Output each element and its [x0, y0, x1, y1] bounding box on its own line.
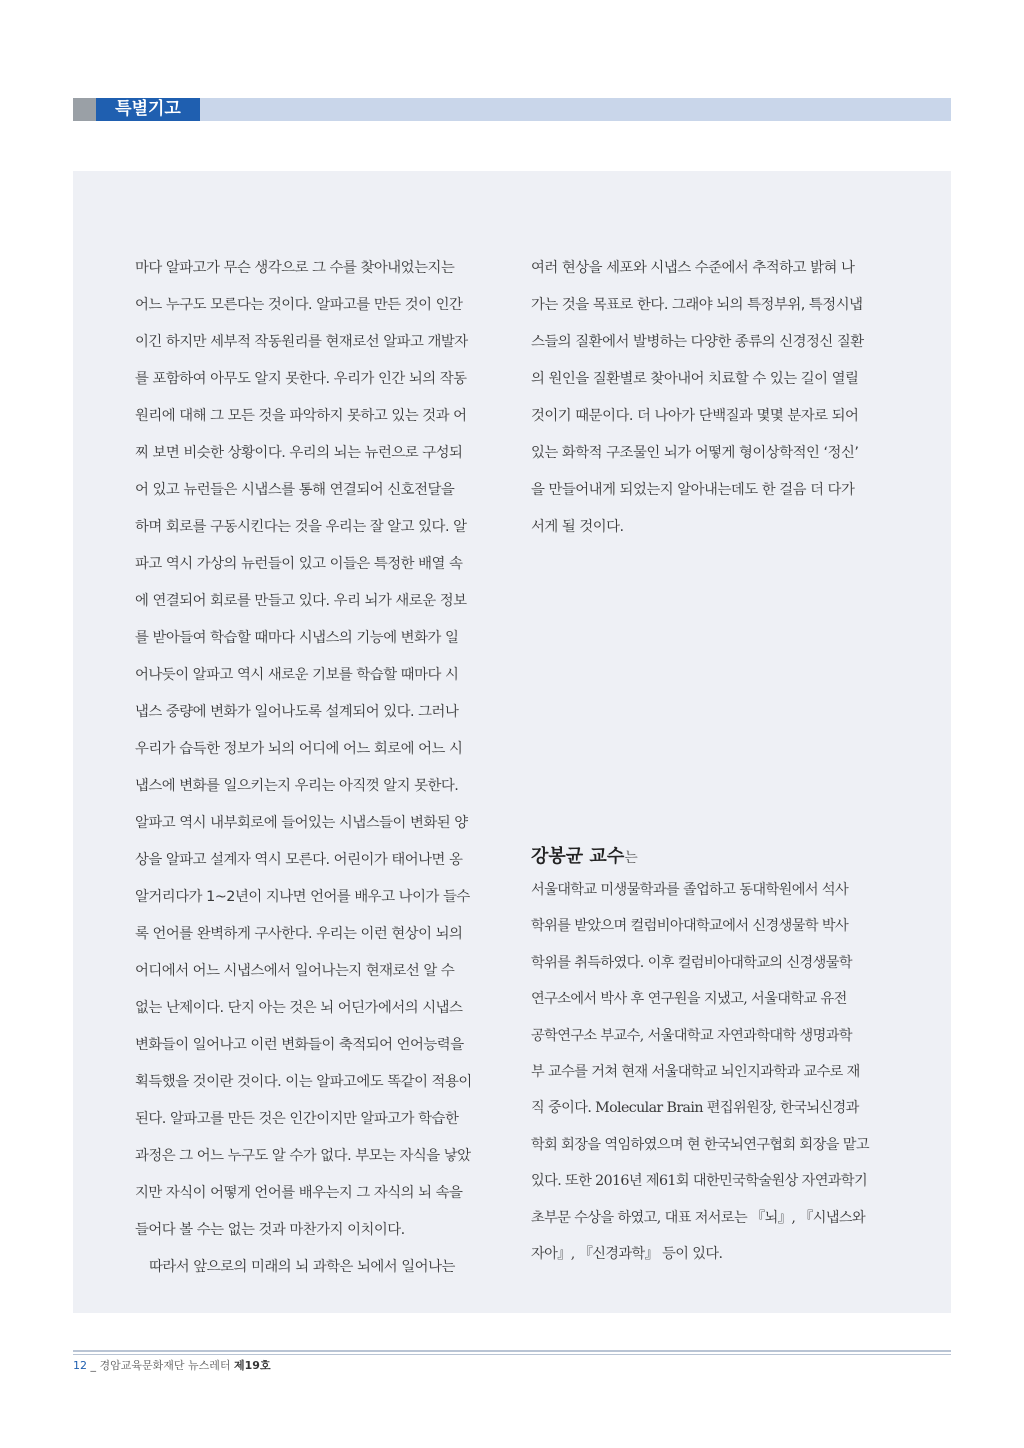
section-header-accent — [73, 98, 96, 121]
bio-line: 학위를 받았으며 컬럼비아대학교에서 신경생물학 박사 — [531, 918, 849, 935]
article-line: 어디에서 어느 시냅스에서 일어나는지 현재로선 알 수 — [135, 963, 455, 979]
article-line: 어 있고 뉴런들은 시냅스를 통해 연결되어 신호전달을 — [135, 482, 455, 498]
article-line: 있는 화학적 구조물인 뇌가 어떻게 형이상학적인 ‘정신’ — [531, 445, 859, 461]
article-line: 스들의 질환에서 발병하는 다양한 종류의 신경정신 질환 — [531, 334, 864, 350]
article-line: 것이기 때문이다. 더 나아가 단백질과 몇몇 분자로 되어 — [531, 408, 859, 424]
article-line: 변화들이 일어나고 이런 변화들이 축적되어 언어능력을 — [135, 1037, 464, 1053]
article-line: 획득했을 것이란 것이다. 이는 알파고에도 똑같이 적용이 — [135, 1074, 472, 1090]
bio-line: 공학연구소 부교수, 서울대학교 자연과학대학 생명과학 — [531, 1027, 852, 1044]
author-bio-heading — [531, 842, 891, 872]
bio-line: 자아』, 『신경과학』 등이 있다. — [531, 1245, 723, 1262]
article-line: 파고 역시 가상의 뉴런들이 있고 이들은 특정한 배열 속 — [135, 556, 463, 572]
article-line: 하며 회로를 구동시킨다는 것을 우리는 잘 알고 있다. 알 — [135, 519, 467, 535]
article-line: 들어다 볼 수는 없는 것과 마찬가지 이치이다. — [135, 1222, 405, 1238]
author-name-suffix: 는 — [624, 850, 638, 866]
section-header-bar — [73, 98, 951, 121]
bio-line: 있다. 또한 2016년 제61회 대한민국학술원상 자연과학기 — [531, 1173, 868, 1190]
page-number: 12 — [73, 1359, 87, 1372]
article-column-right — [531, 255, 891, 551]
article-line: 과정은 그 어느 누구도 알 수가 없다. 부모는 자식을 낳았 — [135, 1148, 471, 1164]
article-line: 상을 알파고 설계자 역시 모른다. 어린이가 태어나면 옹 — [135, 852, 463, 868]
article-line: 어느 누구도 모른다는 것이다. 알파고를 만든 것이 인간 — [135, 297, 463, 313]
article-line-paragraph-start: 따라서 앞으로의 미래의 뇌 과학은 뇌에서 일어나는 — [149, 1259, 455, 1275]
footer-rule — [73, 1350, 951, 1352]
issue-number: 제19호 — [234, 1359, 271, 1372]
footer-rule-thin — [73, 1354, 951, 1355]
footer-separator: _ — [90, 1359, 96, 1372]
article-line: 된다. 알파고를 만든 것은 인간이지만 알파고가 학습한 — [135, 1111, 459, 1127]
author-bio — [531, 842, 891, 1272]
publication-name: 경암교육문화재단 뉴스레터 — [99, 1359, 231, 1372]
article-line: 어나듯이 알파고 역시 새로운 기보를 학습할 때마다 시 — [135, 667, 459, 683]
article-line: 의 원인을 질환별로 찾아내어 치료할 수 있는 길이 열릴 — [531, 371, 859, 387]
bio-line: 학회 회장을 역임하였으며 현 한국뇌연구협회 회장을 맡고 — [531, 1136, 869, 1153]
author-name: 강봉균 교수 — [531, 846, 625, 867]
article-line: 서게 될 것이다. — [531, 519, 624, 535]
bio-line: 학위를 취득하였다. 이후 컬럼비아대학교의 신경생물학 — [531, 954, 852, 971]
article-line: 없는 난제이다. 단지 아는 것은 뇌 어딘가에서의 시냅스 — [135, 1000, 463, 1016]
article-line: 여러 현상을 세포와 시냅스 수준에서 추적하고 밝혀 나 — [531, 260, 855, 276]
article-line: 우리가 습득한 정보가 뇌의 어디에 어느 회로에 어느 시 — [135, 741, 463, 757]
article-line: 를 포함하여 아무도 알지 못한다. 우리가 인간 뇌의 작동 — [135, 371, 467, 387]
article-line: 원리에 대해 그 모든 것을 파악하지 못하고 있는 것과 어 — [135, 408, 467, 424]
article-line: 냅스 중량에 변화가 일어나도록 설계되어 있다. 그러나 — [135, 704, 459, 720]
bio-line: 서울대학교 미생물학과를 졸업하고 동대학원에서 석사 — [531, 882, 849, 898]
article-column-left — [135, 255, 495, 1291]
bio-line: 직 중이다. Molecular Brain 편집위원장, 한국뇌신경과 — [531, 1100, 859, 1117]
article-line: 지만 자식이 어떻게 언어를 배우는지 그 자식의 뇌 속을 — [135, 1185, 463, 1201]
bio-line: 초부문 수상을 하였고, 대표 저서로는 『뇌』, 『시냅스와 — [531, 1209, 866, 1226]
article-line: 를 받아들여 학습할 때마다 시냅스의 기능에 변화가 일 — [135, 630, 459, 646]
article-line: 알거리다가 1~2년이 지나면 언어를 배우고 나이가 들수 — [135, 889, 470, 905]
article-line: 찌 보면 비슷한 상황이다. 우리의 뇌는 뉴런으로 구성되 — [135, 445, 463, 461]
article-line: 냅스에 변화를 일으키는지 우리는 아직껏 알지 못한다. — [135, 778, 459, 794]
article-line: 이긴 하지만 세부적 작동원리를 현재로선 알파고 개발자 — [135, 334, 468, 350]
page-footer — [73, 1357, 271, 1375]
article-line: 알파고 역시 내부회로에 들어있는 시냅스들이 변화된 양 — [135, 815, 468, 831]
article-line: 록 언어를 완벽하게 구사한다. 우리는 이런 현상이 뇌의 — [135, 926, 463, 942]
article-line: 을 만들어내게 되었는지 알아내는데도 한 걸음 더 다가 — [531, 482, 855, 498]
article-line: 에 연결되어 회로를 만들고 있다. 우리 뇌가 새로운 정보 — [135, 593, 467, 609]
bio-line: 연구소에서 박사 후 연구원을 지냈고, 서울대학교 유전 — [531, 991, 847, 1008]
article-line: 마다 알파고가 무슨 생각으로 그 수를 찾아내었는지는 — [135, 260, 455, 276]
section-label: 특별기고 — [96, 98, 200, 121]
article-line: 가는 것을 목표로 한다. 그래야 뇌의 특정부위, 특정시냅 — [531, 297, 863, 313]
bio-line: 부 교수를 거쳐 현재 서울대학교 뇌인지과학과 교수로 재 — [531, 1063, 860, 1080]
